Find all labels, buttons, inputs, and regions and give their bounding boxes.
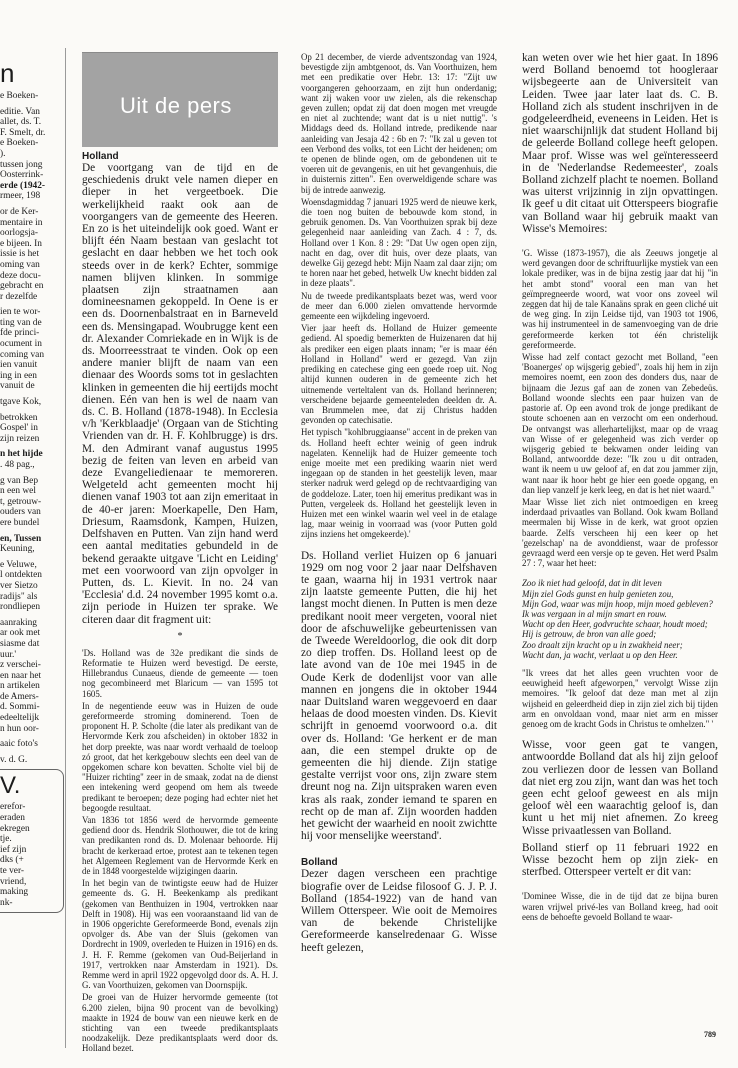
left-page-box-line: making bbox=[0, 887, 29, 898]
left-page-box-line: nk- bbox=[0, 897, 13, 908]
left-page-line: n een wel bbox=[0, 486, 36, 497]
left-page-line: issie is het bbox=[0, 249, 40, 260]
quote-paragraph: Op 21 december, de vierde adventszondag van 1924, bevestigde zijn ambtgenoot, ds. Van Voorthuizen, hem met een predikatie over Hebr. 13: 17: "Zijt uw voorgangeren gehoorzaam, en zijt hun onderdanig; want zij waken voor uw zielen, als die rekenschap geven zullen; opdat zij dat doen mogen met vreugde en niet al zuchtende; want dat is u niet nuttig". 's Middags deed ds. Holland intrede, predikende naar aanleiding van Jesaja 42 : 6b en 7: "Ik zal u geven tot een Verbond des volks, tot een Licht der heidenen; om te openen de blinde ogen, om de gebondenen uit te voeren uit de gevangenis, en uit het gevangenhuis, die in duisternis zitten". Een overweldigende schare was bij de intrede aanwezig. bbox=[301, 52, 497, 195]
left-page-line: rondliepen bbox=[0, 602, 41, 613]
quote-end: "Ik vrees dat het alles geen vruchten voor de eeuwigheid heeft afgeworpen," vervolgt Wisse zijn memoires. "Ik geloof dat deze man met al zijn wijsheid en geleerdheid diep in zijn ziel zich bij tijden arm en onvoldaan vond, maar niet arm en misser genoeg om de kracht Gods in Christus te omhelzen." ' bbox=[522, 667, 718, 729]
poem-line: Mijn God, waar was mijn hoop, mijn moed gebleven? bbox=[522, 598, 713, 609]
quote-paragraph: Wisse had zelf contact gezocht met Bolland, "een 'Boanerges' op wijsgerig gebied", zoals hij hem in zijn memoires noemt, een zoon des donders dus, naar de bijnaam die Jezus gaf aan de zonen van Zebedeüs. Bolland woonde slechts een paar huizen van de pastorie af. Op een avond trok de jonge predikant de stoute schoenen aan en verzocht om een onderhoud. De ontvangst was allerhartelijkst, maar op de vraag van Wisse of er gelegenheid was zich verder op wijsgerig gebied te bekwamen onder leiding van Bolland, antwoordde deze: "Ik zou u dit ontraden, want ik neem u uw geloof af, en dat zou jammer zijn, want naar ik hoor hebt ge hier een goede opgang, en dan liep vanzelf je kerk leeg, en dat is het niet waard." bbox=[522, 352, 718, 495]
left-page-line: allet, ds. T. bbox=[0, 117, 42, 128]
left-page-line: ing in een bbox=[0, 370, 37, 381]
quote-paragraph: Woensdagmiddag 7 januari 1925 werd de nieuwe kerk, die toen nog buiten de bebouwde kom stond, in gebruik genomen. Ds. Van Voorthuizen sprak bij deze gelegenheid naar aanleiding van Zach. 4 : 7, ds. Holland over 1 Kon. 8 : 29: "Dat Uw ogen open zijn, nacht en dag, over dit huis, over deze plaats, van dewelke Gij gezegd hebt: Mijn Naam zal daar zijn; om te horen naar het gebed, hetwelk Uw knecht bidden zal in deze plaats". bbox=[301, 196, 497, 289]
poem-line: Wacht op den Heer, godvruchte schaar, houdt moed; bbox=[522, 619, 708, 630]
left-page-line: F. Smelt, dr. bbox=[0, 127, 46, 138]
left-page-line: oorlogsja- bbox=[0, 228, 39, 239]
section-banner bbox=[82, 52, 278, 147]
left-page-line: ouders van bbox=[0, 507, 41, 518]
left-page-line: ien vanuit bbox=[0, 360, 38, 371]
left-page-line: n het hijde bbox=[0, 449, 43, 460]
left-page-line: t, getrouw- bbox=[0, 496, 42, 507]
left-page-line: d. Sommi- bbox=[0, 702, 40, 713]
left-page-line: aaic foto's bbox=[0, 739, 38, 750]
left-page-box-line: vriend, bbox=[0, 876, 27, 887]
left-page-line: en, Tussen bbox=[0, 533, 42, 544]
left-page-lines bbox=[0, 91, 64, 765]
left-page-box-line: te ver- bbox=[0, 866, 25, 876]
left-page-line: ere bundel bbox=[0, 517, 40, 528]
left-page-line: ocument in bbox=[0, 339, 42, 350]
left-page-line: e Veluwe, bbox=[0, 559, 37, 570]
left-page-box-line: eraden bbox=[0, 813, 25, 824]
left-page-line: erde (1942- bbox=[0, 180, 46, 191]
left-page-line: betrokken bbox=[0, 412, 38, 423]
left-page-line: editie. Van bbox=[0, 106, 40, 117]
left-page-line: en naar het bbox=[0, 670, 42, 681]
left-page-line: mentaire in bbox=[0, 217, 43, 228]
quote-paragraph: Maar Wisse liet zich niet ontmoedigen en kreeg inderdaad privaatles van Bolland. Ook kwam Bolland meermalen bij Wisse in de kerk, wat groot opzien baarde. Zelfs verscheen hij een keer op het 'gezelschap' na de avonddienst, waar de professor gevraagd werd een versje op te geven. Het werd Psalm 27 : 7, waar het heet: bbox=[522, 496, 718, 569]
left-page-box-heading: V. bbox=[0, 772, 21, 800]
left-page-line: de Amers- bbox=[0, 691, 39, 702]
left-page-line: tgave Kok, bbox=[0, 397, 42, 408]
left-page-line: e Boeken- bbox=[0, 91, 39, 101]
column-1 bbox=[82, 52, 278, 1054]
left-page-heading: n bbox=[0, 58, 15, 88]
left-page-line: ting van de bbox=[0, 317, 42, 328]
paragraph-bolland-intro: Dezer dagen verscheen een prachtige biografie over de Leidse filosoof G. J. P. J. Bolland (1854-1922) van de hand van Willem Otterspeer. Wie ooit de Memoires van de bekende Christelijke Gereformeerde kanselredenaar G. Wisse heeft gelezen, bbox=[301, 868, 497, 954]
poem-line: Zoo ik niet had geloofd, dat in dit leven bbox=[522, 578, 662, 589]
left-page-line: r dezelfde bbox=[0, 291, 38, 302]
paragraph-wisse-answer: Wisse, voor geen gat te vangen, antwoordde Bolland dat als hij zijn geloof zou verliezen door de lessen van Bolland dat niet erg zou zijn, want dan was het toch geen echt geloof geweest en als mijn geloof wèl een waarachtig geloof is, dan kunt u het mij niet afnemen. Zo kreeg Wisse privaatlessen van Bolland. bbox=[522, 739, 718, 837]
page-number: 789 bbox=[704, 1030, 716, 1039]
intro-paragraph: De voortgang van de tijd en de geschiedenis drukt vele namen dieper en dieper in het vergeetboek. Die werkelijkheid raakt ook aan de voorgangers van de gemeente des Heeren. En zo is het uiteindelijk ook goed. Want er blijft één Naam bestaan van geslacht tot geslacht en daar hebben we het toch ook steeds over in de kerk? Echter, sommige namen blijven klinken. In sommige plaatsen zijn straatnamen aan domineesnamen gekoppeld. In Oene is er een ds. Doornenbalstraat en in Barneveld een ds. Mensingapad. Woubrugge kent een dr. Alexander Comriekade en in Wijk is de ds. Moorreesstraat te vinden. Ook op een andere manier blijft de naam van een dienaar des Woords soms tot in geslachten klinken in gemeenten die hij eertijds mocht dienen. Eén van hen is wel de naam van ds. C. B. Holland (1878-1948). In Ecclesia v/h 'Kerkblaadje' (Orgaan van de Stichting Vrienden van dr. H. F. Kohlbrugge) is drs. M. den Admirant vanaf augustus 1995 bezig de feiten van leven en arbeid van deze Evangeliedienaar te memoreren. Welgeteld acht gemeenten mocht hij dienen vanaf 1903 tot aan zijn emeritaat in de 40-er jaren: Moerkapelle, Den Ham, Driesum, Raamsdonk, Kampen, Huizen, Delfshaven en Putten. Van zijn hand werd een aantal meditaties gebundeld in de bekend geraakte uitgave 'Licht en Leiding' met een voorwoord van zijn opvolger in Putten, ds. L. Kievit. In no. 24 van 'Ecclesia' d.d. 24 november 1995 komt o.a. zijn periode in Huizen ter sprake. We citeren daar dit fragment uit: bbox=[82, 162, 278, 626]
left-page-line: deze docu- bbox=[0, 270, 41, 281]
column-2 bbox=[301, 52, 497, 1027]
poem-line: Ik was vergaan in al mijn smart en rouw. bbox=[522, 608, 667, 619]
left-page-box-lines bbox=[0, 802, 63, 908]
left-page-line: l ontdekten bbox=[0, 570, 42, 581]
left-page-line: edeeltelijk bbox=[0, 713, 40, 724]
quote-paragraph: De groei van de Huizer hervormde gemeente (tot 6.200 zielen, bijna 90 procent van de bevolking) maakte in 1924 de bouw van een nieuwe kerk en de stichting van een tweede predikantsplaats noodzakelijk. Deze predikantsplaats werd door ds. Holland bezet. bbox=[82, 992, 278, 1054]
left-page-line: z verschei- bbox=[0, 660, 41, 671]
left-page-line: ien te wor- bbox=[0, 307, 41, 318]
quote-block-3 bbox=[522, 248, 718, 568]
poem-line: Hij is getrouw, de bron van alle goed; bbox=[522, 629, 657, 640]
left-page-line: Oosterrink- bbox=[0, 170, 44, 181]
left-page-line: ver Sietzo bbox=[0, 580, 38, 591]
left-page-line: ar ook met bbox=[0, 628, 41, 639]
gutter-rule bbox=[65, 48, 66, 1048]
banner-title: Uit de pers bbox=[120, 93, 232, 118]
quote-block-1 bbox=[82, 648, 278, 1054]
left-page-line: g van Bep bbox=[0, 475, 39, 486]
separator-star: * bbox=[177, 630, 183, 642]
quote-paragraph: In de negentiende eeuw was in Huizen de oude gereformeerde stroming dominerend. Toen de proponent H. P. Scholte (die later als predikant van de Hervormde Kerk zou afscheiden) in oktober 1832 in het dorp preekte, was naar wordt verhaald de toeloop zó groot, dat het kerkgebouw slechts een deel van de opgekomen schare kon bevatten. Scholte viel bij de "Huizer richting" zeer in de smaak, zodat na de dienst een intekening werd geopend om hem als tweede predikant te beroepen; deze poging had echter niet het begoogde resultaat. bbox=[82, 700, 278, 813]
left-page-line: e Boeken- bbox=[0, 138, 39, 149]
left-page-line: aanraking bbox=[0, 617, 37, 628]
left-page-line: n artikelen bbox=[0, 681, 40, 692]
left-page-line: Gospel' in bbox=[0, 423, 38, 434]
left-page-line: rmeer, 198 bbox=[0, 191, 41, 202]
quote-paragraph: 'Ds. Holland was de 32e predikant die sinds de Reformatie te Huizen werd bevestigd. De eerste, Hillebrandus Cunaeus, diende de gemeente — toen nog gecombineerd met Blaricum — van 1595 tot 1605. bbox=[82, 647, 278, 699]
quote-paragraph: 'G. Wisse (1873-1957), die als Zeeuws jongetje al werd gevangen door de schriftuurlijke mystiek van een lokale prediker, was in de bijna zestig jaar dat hij "in het ambt stond" vooral een man van het geïmpregneerde woord, wat voor ons zoveel wil zeggen dat hij de tale Kanaäns sprak en geen cliché uit de weg ging. In zijn Leidse tijd, van 1903 tot 1906, was hij instrumenteel in de samenvoeging van de drie gereformeerde kerken tot één christelijk gereformeerde. bbox=[522, 248, 718, 350]
quote-paragraph: Nu de tweede predikantsplaats bezet was, werd voor de meer dan 6.000 zielen omvattende hervormde gemeente een wijkdeling ingevoerd. bbox=[301, 290, 497, 322]
left-page-box-line: tje. bbox=[0, 834, 12, 845]
quote-paragraph: Vier jaar heeft ds. Holland de Huizer gemeente gediend. Al spoedig bemerkten de Huizenaren dat hij als prediker een eigen plaats innam; "er is maar één Holland in Holland" werd er gezegd. Van zijn prediking en catechese ging een goede roep uit. Nog altijd kunnen ouderen in de gemeente zich het uitnemende verteltalent van ds. Holland herinneren; verscheidene bejaarde gemeenteleden deelden dr. A. van Brummelen mee, dat zij Christus hadden gevonden op catechisatie. bbox=[301, 323, 497, 426]
left-page-line: n hun oor- bbox=[0, 723, 39, 734]
quote-start: 'Dominee Wisse, die in de tijd dat ze bijna buren waren vrijwel privé-les van Bolland kreeg, had ooit eens de behoefte gevoeld Bolland te waar- bbox=[522, 891, 718, 922]
paragraph-putten: Ds. Holland verliet Huizen op 6 januari 1929 om nog voor 2 jaar naar Delfshaven te gaan, waarna hij in 1931 vertrok naar zijn laatste gemeente Putten, die hij het langst mocht dienen. In Putten is men deze predikant nooit meer vergeten, vooral niet door de afschuwelijke gebeurtenissen van de Tweede Wereldoorlog, die ook dit dorp zo diep troffen. Ds. Holland leest op de late avond van de 10e mei 1945 in de Oude Kerk de dodenlijst voor van alle mannen en jongens die in oktober 1944 naar Duitsland waren weggevoerd en daar helaas de dood moesten vinden. Ds. Kievit schrijft in genoemd voorwoord o.a. dit over ds. Holland: 'Ge herkent er de man aan, die een stempel drukte op de gemeenten die hij diende. Zijn statige gestalte verrijst voor ons, zijn zware stem dreunt nog na. Zijn uitspraken waren even kras als raak, zonder iemand te sparen en recht op de man af. Zijn woorden hadden het gewicht der waarheid en nooit zwichtte hij voor menselijke weerstand'. bbox=[301, 549, 497, 843]
left-page-line: v. d. G. bbox=[0, 754, 28, 765]
psalm-poem bbox=[522, 578, 718, 660]
left-page-box-line: dks (+ bbox=[0, 855, 24, 866]
left-page-line: radijs" als bbox=[0, 591, 38, 602]
quote-block-2 bbox=[301, 52, 497, 540]
poem-line: Zoo draalt zijn kracht op u in zwakheid neer; bbox=[522, 639, 683, 650]
column-3 bbox=[522, 52, 718, 1027]
left-page-line: coming van bbox=[0, 349, 45, 360]
left-page-fragment bbox=[0, 52, 64, 1042]
left-page-line: ). bbox=[0, 148, 6, 159]
paragraph-bolland-leiden: kan weten over wie het hier gaat. In 1896 werd Bolland benoemd tot hoogleraar wijsbegeerte aan de Universiteit van Leiden. Twee jaar later laat ds. C. B. Holland zich als student inschrijven in de godgeleerdheid, eveneens in Leiden. Het is niet waarschijnlijk dat student Holland bij de geleerde Bolland college heeft gelopen. Maar prof. Wisse was wel geïnteresseerd in de 'Nederlandse Redemeester', zoals Bolland zichzelf placht te noemen. Bolland was uiterst vrijzinnig in zijn opvattingen. Ik geef u dit citaat uit Otterspeers biografie van Bolland waar hij gebruik maakt van Wisse's Memoires: bbox=[522, 52, 718, 235]
left-page-line: siasme dat bbox=[0, 638, 40, 649]
left-page-box bbox=[0, 769, 64, 913]
paragraph-death: Bolland stierf op 11 februari 1922 en Wisse bezocht hem op zijn ziek- en sterfbed. Otterspeer vertelt er dit van: bbox=[522, 841, 718, 879]
quote-paragraph: In het begin van de twintigste eeuw had de Huizer gemeente ds. G. H. Beekenkamp als predikant (gekomen van Benthuizen in 1904, vertrokken naar Delft in 1908). Hij was een vooraanstaand lid van de in 1906 opgerichte Gereformeerde Bond, evenals zijn opvolger ds. Abe van der Sluis (gekomen van Dordrecht in 1909, overleden te Huizen in 1916) en ds. J. H. F. Remme (gekomen van Oud-Beijerland in 1917, vertrokken naar Amsterdam in 1921). Ds. Remme werd in april 1922 opgevolgd door ds. A. H. J. G. van Voorthuizen, gekomen van Doornspijk. bbox=[82, 878, 278, 991]
left-page-line: uur.' bbox=[0, 649, 17, 660]
quote-paragraph: Het typisch "kohlbruggiaanse" accent in de preken van ds. Holland heeft echter weinig of geen indruk nagelaten. Kennelijk had de Huizer gemeente toch enige moeite met een prediking waarin niet werd ingegaan op de standen in het geestelijk leven, maar sterker nadruk werd gelegd op de rechtvaardiging van de goddeloze. Later, toen hij emeritus predikant was in Putten, vergeleek ds. Holland het geestelijk leven in Huizen met een winkel waarin wel veel in de etalage lag, maar weinig in voorraad was (voor Putten gold zijns inziens het omgekeerde).' bbox=[301, 427, 497, 540]
poem-line: Mijn ziel Gods gunst en hulp genieten zou, bbox=[522, 588, 674, 599]
left-page-line: vanuit de bbox=[0, 381, 35, 392]
left-page-line: fde princi- bbox=[0, 328, 40, 339]
poem-line: Wacht dan, ja wacht, verlaat u op den Heer. bbox=[522, 649, 678, 660]
left-page-box-line: ief zijn bbox=[0, 844, 27, 855]
left-page-line: . 48 pag., bbox=[0, 460, 35, 470]
quote-paragraph: Van 1836 tot 1856 werd de hervormde gemeente gediend door ds. Hendrik Slothouwer, die tot de kring van predikanten rond ds. D. Molenaar behoorde. Hij bracht de kerkeraad ertoe, protest aan te tekenen tegen het Algemeen Reglement van de Hervormde Kerk en de in 1848 voorgestelde wijzigingen daarin. bbox=[82, 814, 278, 876]
left-page-line: gebracht en bbox=[0, 281, 44, 292]
left-page-line: tussen jong bbox=[0, 159, 43, 170]
subheading-bolland: Bolland bbox=[301, 857, 338, 869]
left-page-line: oming van bbox=[0, 259, 40, 270]
left-page-line: zijn reizen bbox=[0, 433, 40, 444]
left-page-line: or de Ker- bbox=[0, 206, 39, 217]
left-page-line: Keuning, bbox=[0, 544, 35, 555]
subheading-holland: Holland bbox=[82, 151, 119, 162]
left-page-box-line: ekregen bbox=[0, 823, 30, 834]
left-page-line: e bijeen. In bbox=[0, 238, 42, 249]
left-page-box-line: erefor- bbox=[0, 802, 26, 813]
